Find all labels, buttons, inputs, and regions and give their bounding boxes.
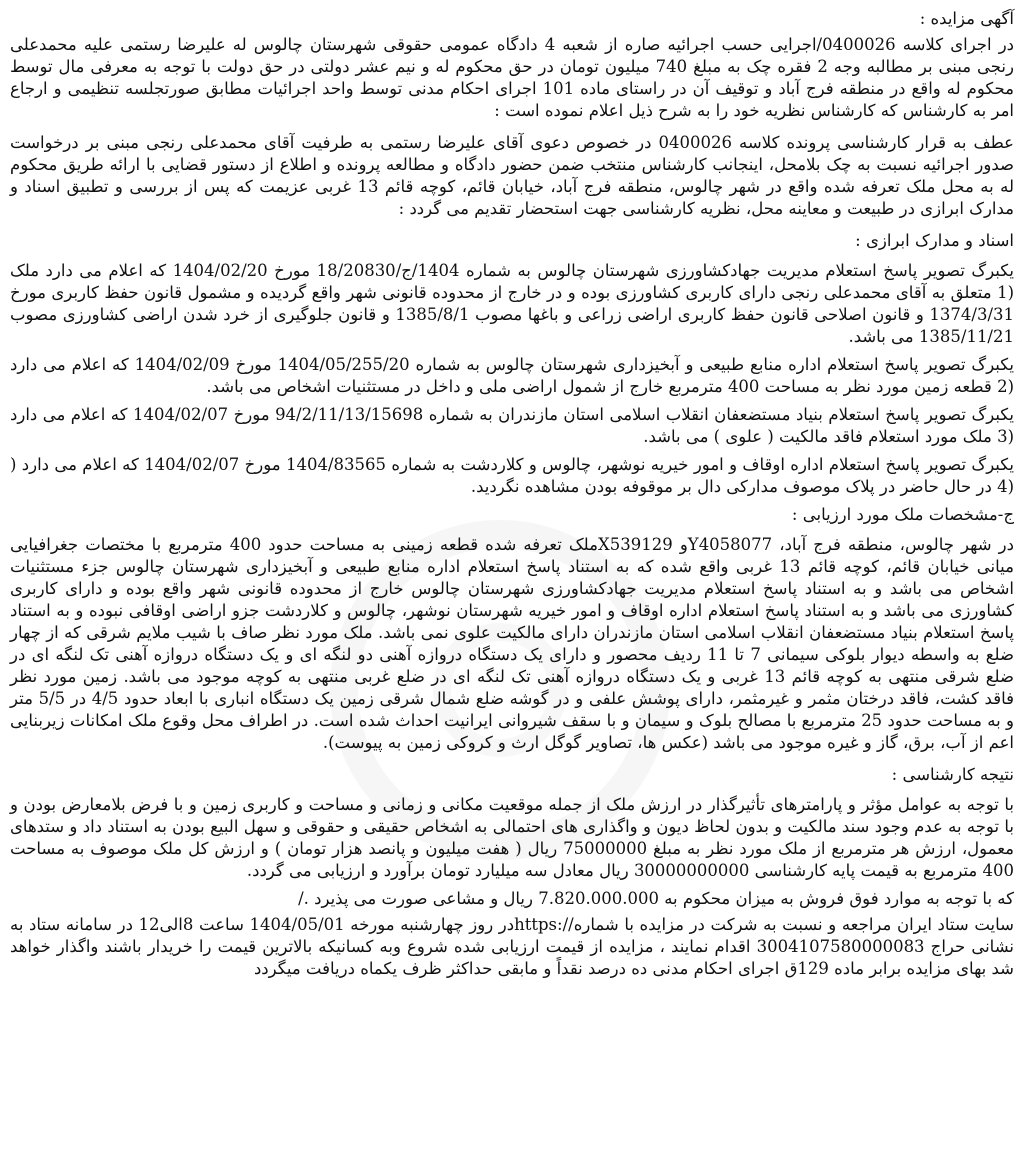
auction-info-paragraph: سایت ستاد ایران مراجعه و نسبت به شرکت در مزایده با شماره//:httpsدر روز چهارشنبه مورخه 1404/05/01 ساعت 8الی12 در سامانه ستاد به نشانی حراج 3004107580000083 اقدام نمایند ، مزایده از قیمت ارزیابی شده شروع وبه کسانیکه بالاترین قیمت را خریدار باشند واگذار خواهد شد بهای مزایده برابر ماده 129ق اجرای احکام مدنی ده درصد نقداً و مابقی حداکثر ظرف یکماه دریافت میگردد <box>10 915 1015 978</box>
document-item-4: یکبرگ تصویر پاسخ استعلام اداره اوقاف و امور خیریه نوشهر، چالوس و کلاردشت به شماره 1404/83565 مورخ 1404/02/07 که اعلام می دارد ( (4 در حال حاضر در پلاک موصوف مدارکی دال بر موقوفه بودن مشاهده نگردید. <box>10 455 1014 496</box>
intro-paragraph: در اجرای کلاسه 0400026/اجرایی حسب اجرائیه صاره از شعبه 4 دادگاه عمومی حقوقی شهرستان چالوس له علیرضا رستمی علیه محمدعلی رنجی مبنی بر مطالبه وجه 2 فقره چک به مبلغ 740 میلیون تومان در حق محکوم له و نیم عشر دولتی در حق دولت با توجه به معرفی مال توسط محکوم له واقع در منطقه فرج آباد و توقیف آن در راستای ماده 101 اجرای احکام مدنی توسط واحد اجرائیات مطابق صورتجلسه تنظیمی و ارجاع امر به کارشناس که کارشناس نظریه خود را به شرح ذیل اعلام نموده است : <box>10 35 1015 120</box>
document-item-1: یکبرگ تصویر پاسخ استعلام مدیریت جهادکشاورزی شهرستان چالوس به شماره 1404/ج/18/20830 مورخ 1404/02/20 که اعلام می دارد ملک (1 متعلق به آقای محمدعلی رنجی دارای کاربری کشاورزی بوده و در خارج از محدوده قانونی شهر واقع گردیده و مشمول قانون حفظ کاربری مورخ 1374/3/31 و قانون اصلاحی قانون حفظ کاربری اراضی زراعی و باغها مصوب 1385/8/1 و قانون جلوگیری از خرد شدن اراضی کشاورزی مصوب 1385/11/21 می باشد. <box>10 261 1014 346</box>
document-item-3: یکبرگ تصویر پاسخ استعلام بنیاد مستضعفان انقلاب اسلامی استان مازندران به شماره 94/2/11/13/15698 مورخ 1404/02/07 که اعلام می دارد (3 ملک مورد استعلام فاقد مالکیت ( علوی ) می باشد. <box>10 405 1014 446</box>
document-item-2: یکبرگ تصویر پاسخ استعلام اداره منابع طبیعی و آبخیزداری شهرستان چالوس به شماره 1404/05/255/20 مورخ 1404/02/09 که اعلام می دارد (2 قطعه زمین مورد نظر به مساحت 400 مترمربع خارج از شمول اراضی ملی و داخل در مستثنیات اشخاص می باشد. <box>10 355 1014 396</box>
property-heading: ج-مشخصات ملک مورد ارزیابی : <box>791 505 1014 524</box>
result-heading: نتیجه کارشناسی : <box>891 765 1014 784</box>
documents-heading: اسناد و مدارک ابرازی : <box>855 231 1014 250</box>
sale-line: که با توجه به موارد فوق فروش به میزان محکوم به 7.820.000.000 ریال و مشاعی صورت می پذیرد ./ <box>298 889 1014 908</box>
notice-title: آگهی مزایده : <box>919 9 1014 28</box>
result-paragraph: با توجه به عوامل مؤثر و پارامترهای تأثیرگذار در ارزش ملک از جمله موقعیت مکانی و زمانی و مساحت و کاربری زمین و با فرض بلامعارض بودن و با توجه به عدم وجود سند مالکیت و بدون لحاظ دیون و واگذاری های احتمالی به اشخاص حقیقی و حقوقی و سهل البیع بودن به استناد داد و ستدهای معمول، ارزش هر مترمربع از ملک مورد نظر به مبلغ 75000000 ریال ( هفت میلیون و پانصد هزار تومان ) و ارزش کل ملک موصوف به مساحت 400 مترمربع به قیمت پایه کارشناسی 30000000000 ریال معادل سه میلیارد تومان برآورد و ارزیابی می گردد. <box>10 795 1014 880</box>
property-description: در شهر چالوس، منطقه فرج آباد، Y4058077و X539129ملک تعرفه شده قطعه زمینی به مساحت حدود 400 مترمربع با مختصات جغرافیایی میانی خیابان قائم، کوچه قائم 13 غربی واقع شده که به استناد پاسخ استعلام اداره منابع طبیعی و آبخیزداری شهرستان چالوس جزء مستثنیات اشخاص می باشد و به استناد پاسخ استعلام مدیریت جهادکشاورزی شهرستان چالوس خارج از محدوده قانونی شهر واقع بوده و دارای کاربری کشاورزی می باشد و به استناد پاسخ استعلام اداره اوقاف و امور خیریه شهرستان نوشهر، چالوس و کلاردشت جزو اراضی اوقافی نبوده و به استناد پاسخ استعلام بنیاد مستضعفان انقلاب اسلامی استان مازندران دارای مالکیت علوی نمی باشد. ملک مورد نظر صاف با شیب ملایم شرقی که از چهار ضلع به واسطه دیوار بلوکی سیمانی 7 تا 11 ردیف محصور و دارای یک دستگاه دروازه آهنی دو لنگه ای و یک دستگاه دروازه آهنی تک لنگه ای در ضلع شرقی منتهی به کوچه قائم 13 غربی و یک دستگاه دروازه آهنی تک لنگه ای در ضلع غربی منتهی به کوچه موجود می باشد. زمین مورد نظر فاقد کشت، فاقد درختان مثمر و غیرمثمر، دارای پوشش علفی و در گوشه ضلع شمال شرقی زمین یک دستگاه انباری با ابعاد حدود 4/5 در 5/5 متر و به مساحت حدود 25 مترمربع با مصالح بلوک و سیمان و با سقف شیروانی ایرانیت احداث شده است. در اطراف محل وقوع ملک امکانات زیربنایی اعم از آب، برق، گاز و غیره موجود می باشد (عکس ها، تصاویر گوگل ارث و کروکی زمین به پیوست). <box>10 535 1015 752</box>
expert-intro-paragraph: عطف به قرار کارشناسی پرونده کلاسه 0400026 در خصوص دعوی آقای علیرضا رستمی به طرفیت آقای محمدعلی رنجی مبنی بر درخواست صدور اجرائیه نسبت به چک بلامحل، اینجانب کارشناس منتخب ضمن حضور دادگاه و مطالعه پرونده و اطلاع از دستور قضایی با ارائه طریق محکوم له به محل ملک تعرفه شده واقع در شهر چالوس، منطقه فرج آباد، خیابان قائم، کوچه قائم 13 غربی عزیمت که پس از بررسی و تطبیق اسناد و مدارک ابرازی در طبیعت و معاینه محل، نظریه کارشناسی جهت استحضار تقدیم می گردد : <box>10 133 1014 218</box>
